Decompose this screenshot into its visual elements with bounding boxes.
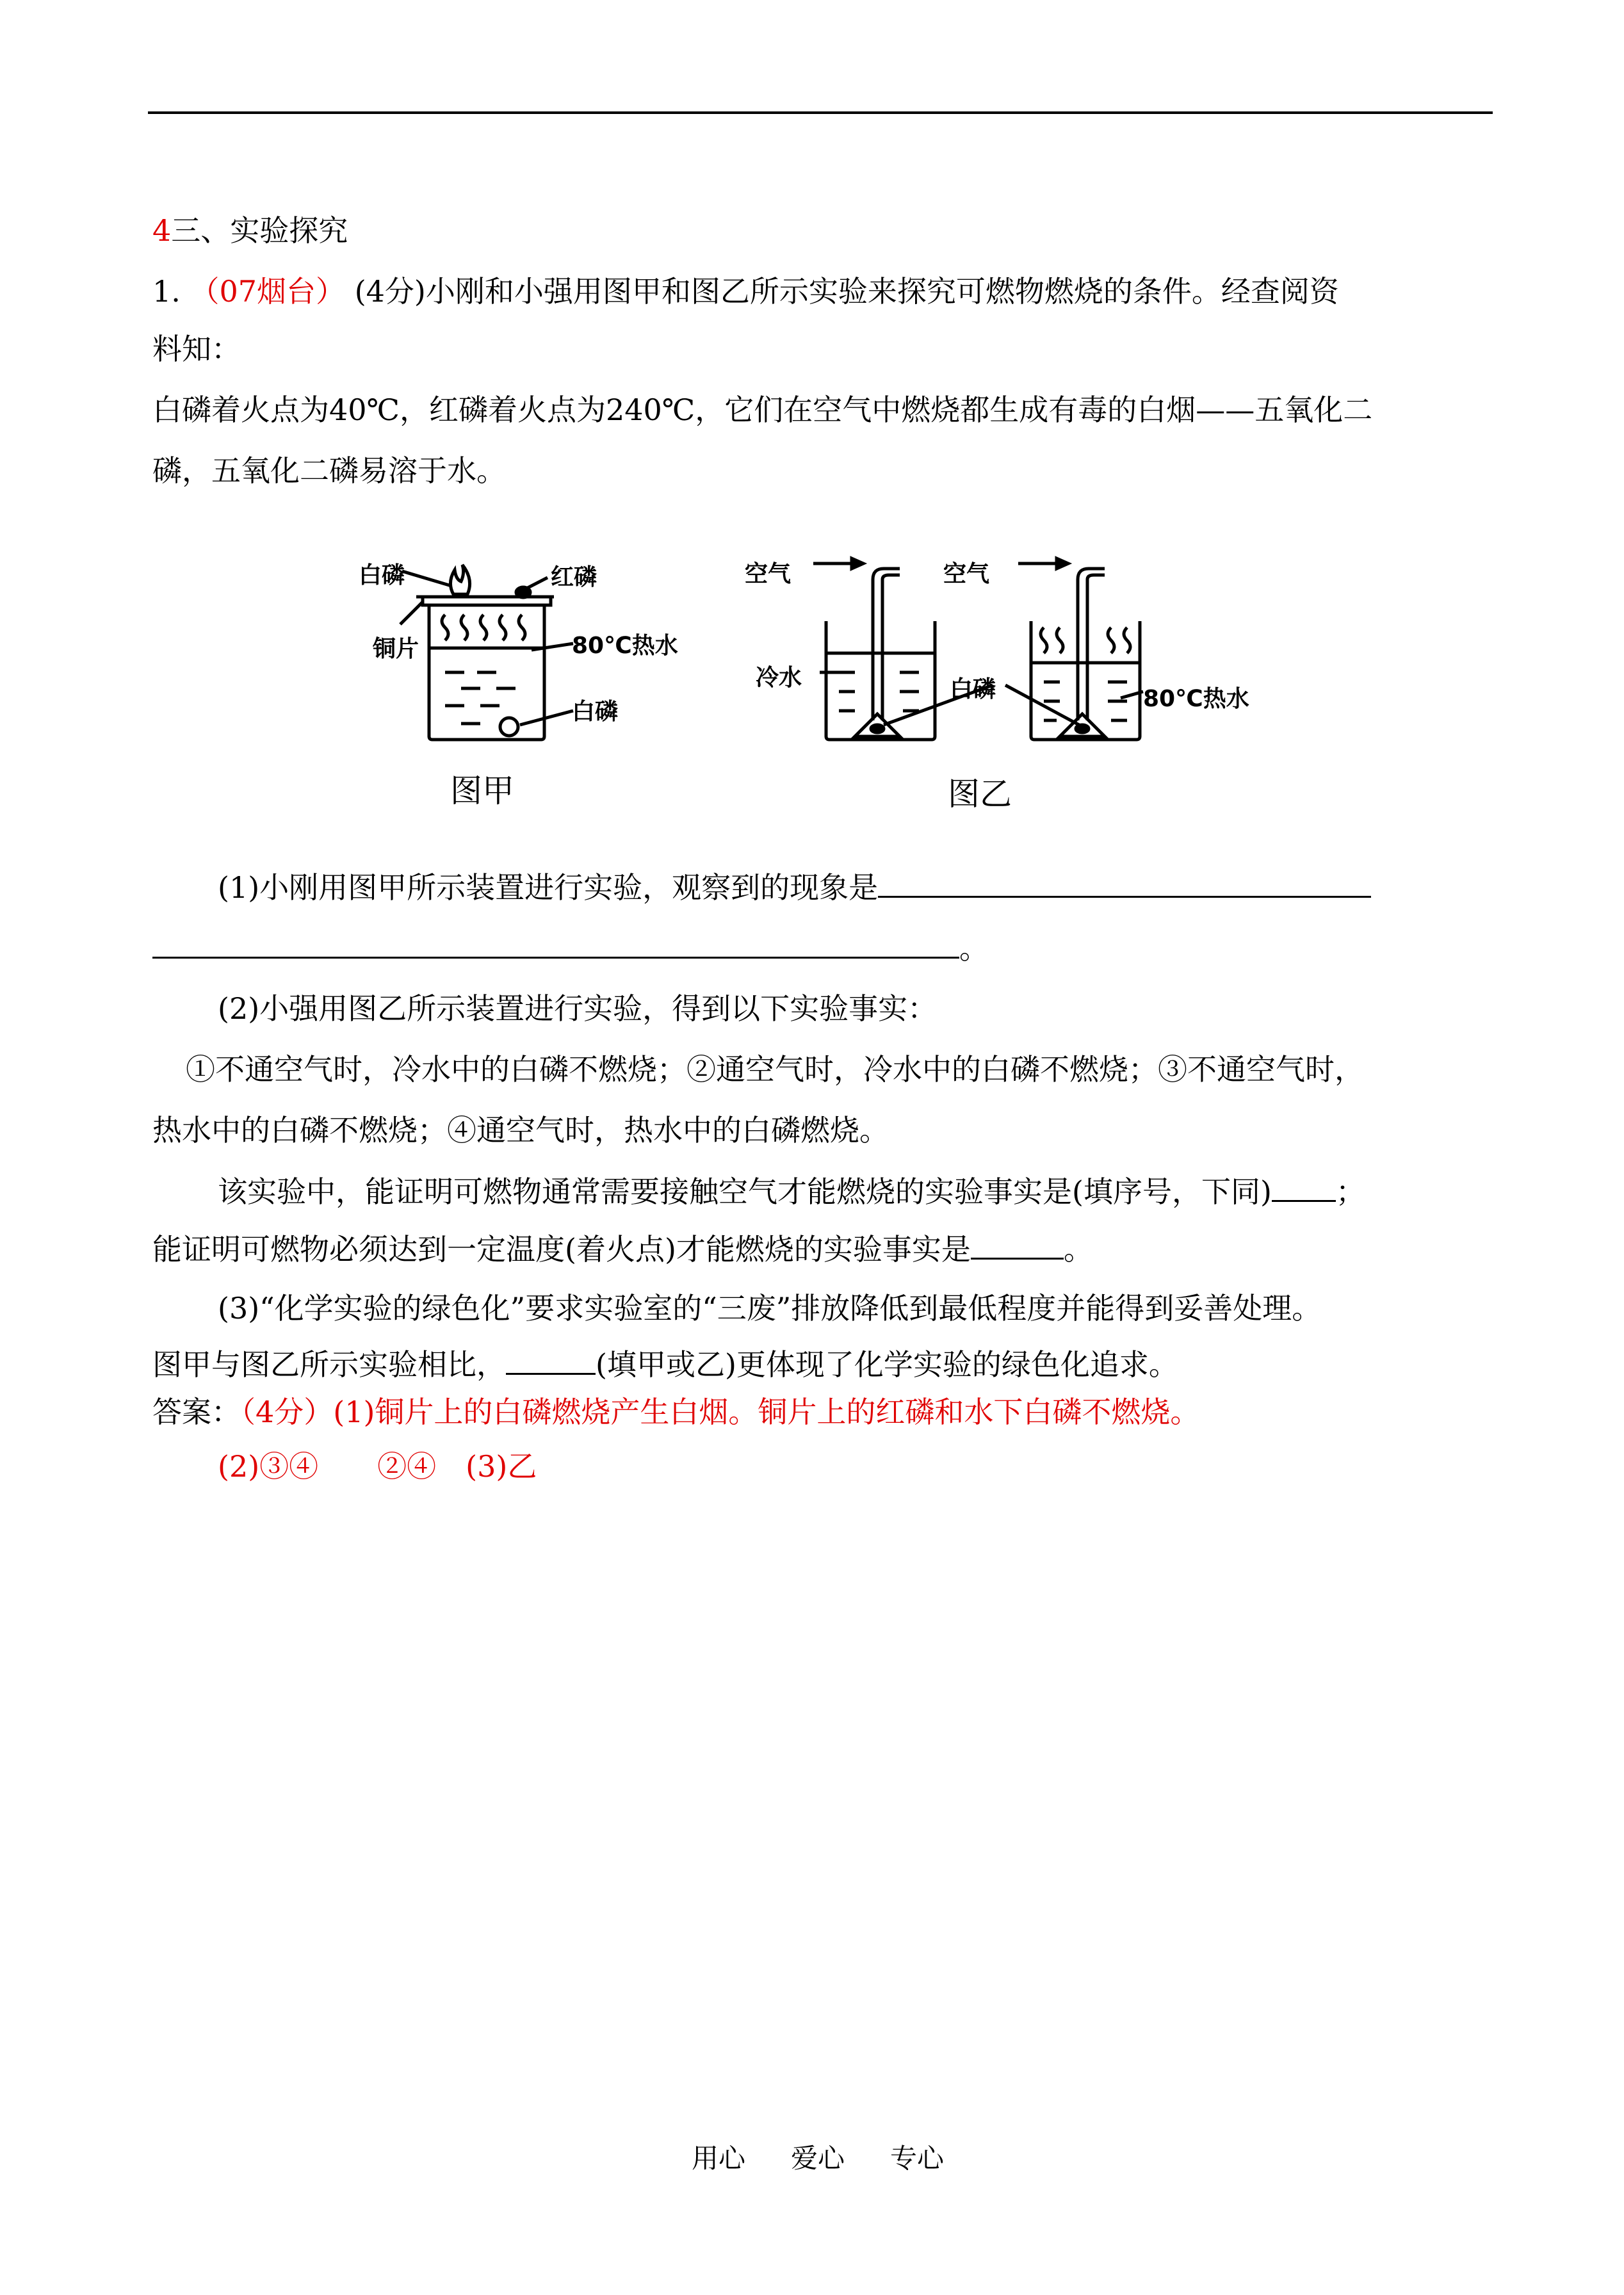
footer-text-a: 用心 (692, 2143, 746, 2174)
q2-facts1: ①不通空气时，冷水中的白磷不燃烧；②通空气时，冷水中的白磷不燃烧；③不通空气时， (186, 1052, 1364, 1087)
q2-facts2: 热水中的白磷不燃烧；④通空气时，热水中的白磷燃烧。 (152, 1113, 889, 1148)
answer-line1 (152, 1393, 1199, 1431)
jia-label-hot-water: 80℃热水 (572, 633, 678, 659)
question-stem-line2: 料知： (152, 332, 241, 366)
q1-text: (1)小刚用图甲所示装置进行实验，观察到的现象是 (218, 870, 879, 905)
q1-line2 (152, 929, 989, 968)
question-points: (4分) (354, 274, 426, 309)
q3-line1: (3)“化学实验的绿色化”要求实验室的“三废”排放降低到最低程度并能得到妥善处理。 (218, 1291, 1322, 1326)
yi-label-hot-water: 80℃热水 (1143, 686, 1249, 712)
footer-text-b: 爱心 (791, 2143, 845, 2174)
question-stem-text: 小刚和小强用图甲和图乙所示实验来探究可燃物燃烧的条件。经查阅资 (425, 274, 1339, 309)
q1-line1 (218, 868, 1371, 907)
section-number: 4 (152, 213, 172, 248)
jia-label-red-phosphorus: 红磷 (551, 564, 597, 590)
jia-caption: 图甲 (450, 772, 514, 809)
yi-caption: 图乙 (948, 775, 1012, 813)
q2-answer-blank-b[interactable] (971, 1229, 1064, 1260)
q2-ask2 (152, 1229, 1093, 1269)
q2-line1: (2)小强用图乙所示装置进行实验，得到以下实验事实： (218, 991, 938, 1026)
q2-ask2-end: 。 (1063, 1232, 1093, 1267)
question-stem-line1 (152, 272, 1339, 311)
yi-label-air-right: 空气 (943, 561, 990, 587)
info-line1: 白磷着火点为40℃，红磷着火点为240℃，它们在空气中燃烧都生成有毒的白烟——五氧化二 (152, 393, 1373, 427)
q1-end: 。 (959, 931, 989, 966)
q1-answer-blank-b[interactable] (152, 929, 959, 959)
jia-label-white-phosphorus-top: 白磷 (359, 562, 405, 588)
answer-text-1: （4分）(1)铜片上的白磷燃烧产生白烟。铜片上的红磷和水下白磷不燃烧。 (241, 1395, 1200, 1429)
q2-ask1-text: 该实验中，能证明可燃物通常需要接触空气才能燃烧的实验事实是(填序号，下同) (218, 1174, 1272, 1209)
answer-line2: (2)③④ ②④ (3)乙 (218, 1449, 537, 1484)
question-number: 1. (152, 274, 181, 309)
yi-beaker-left (826, 621, 935, 740)
section-title: 三、实验探究 (171, 213, 348, 248)
q2-answer-blank-a[interactable] (1272, 1172, 1336, 1202)
q2-ask1-end: ； (1335, 1174, 1365, 1209)
footer-text-c: 专心 (890, 2143, 945, 2174)
question-source: （07烟台） (190, 274, 346, 309)
jia-label-white-phosphorus-bottom: 白磷 (572, 699, 619, 725)
q3-line2 (152, 1345, 1178, 1384)
q3-text-b: (填甲或乙)更体现了化学实验的绿色化追求。 (596, 1347, 1178, 1382)
yi-label-white-phosphorus: 白磷 (950, 676, 996, 702)
q3-answer-blank[interactable] (506, 1345, 596, 1375)
jia-underwater-white-phosphorus (500, 718, 518, 736)
q3-text-a: 图甲与图乙所示实验相比， (152, 1347, 506, 1382)
q1-answer-blank-a[interactable] (878, 868, 1371, 898)
jia-flame (450, 565, 469, 594)
yi-label-air-left: 空气 (745, 561, 792, 587)
q2-ask1 (218, 1172, 1365, 1211)
jia-label-copper: 铜片 (373, 636, 419, 662)
info-line2: 磷，五氧化二磷易溶于水。 (152, 453, 506, 488)
header-rule (148, 111, 1493, 114)
yi-label-cold-water: 冷水 (756, 665, 802, 691)
section-heading (152, 211, 348, 250)
answer-label: 答案： (152, 1395, 241, 1429)
q2-ask2-text: 能证明可燃物必须达到一定温度(着火点)才能燃烧的实验事实是 (152, 1232, 971, 1267)
